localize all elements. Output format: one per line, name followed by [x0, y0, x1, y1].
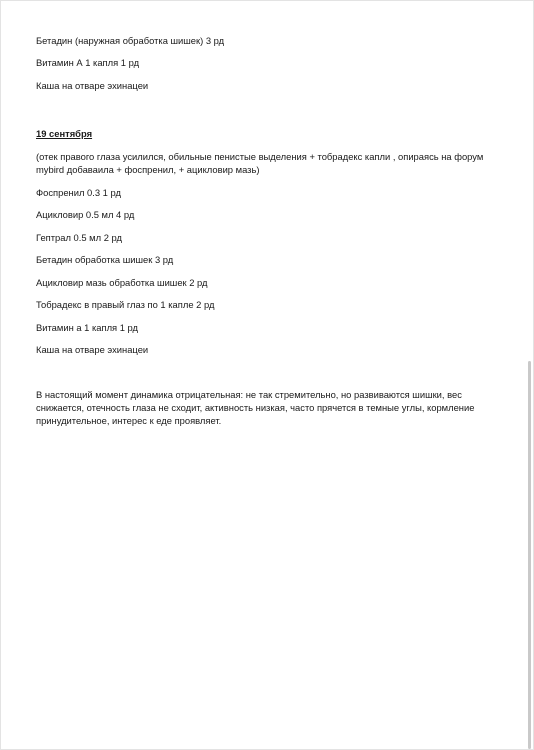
vertical-scrollbar[interactable]	[528, 361, 531, 749]
date-heading: 19 сентября	[36, 128, 93, 140]
text-line: Бетадин обработка шишек 3 рд	[36, 254, 174, 266]
document-body	[36, 35, 506, 437]
note-paragraph: (отек правого глаза усилился, обильные пенистые выделения + тобрадекс капли , опираясь на форум mybird добаваила + фоспренил, + ацикловир мазь)	[36, 151, 484, 176]
text-line: Витамин а 1 капля 1 рд	[36, 321, 139, 333]
text-line: Тобрадекс в правый глаз по 1 капле 2 рд	[36, 299, 215, 311]
text-line: Бетадин (наружная обработка шишек) 3 рд	[36, 35, 225, 46]
text-line: Ацикловир 0.5 мл 4 рд	[36, 209, 135, 221]
text-line: Фоспренил 0.3 1 рд	[36, 186, 121, 198]
text-line: Витамин А 1 капля 1 рд	[36, 57, 140, 69]
text-line: Гептрал 0.5 мл 2 рд	[36, 231, 122, 243]
text-line: Каша на отваре эхинацеи	[36, 344, 149, 356]
spacer	[36, 102, 506, 128]
spacer	[36, 367, 506, 389]
text-line: Ацикловир мазь обработка шишек 2 рд	[36, 276, 208, 288]
text-line: Каша на отваре эхинацеи	[36, 79, 149, 91]
summary-paragraph: В настоящий момент динамика отрицательная: не так стремительно, но развиваются шишки, вес снижается, отечность глаза не сходит, активность низкая, часто прячется в темные углы, кормление принудительное, интерес к еде проявляет.	[36, 388, 475, 426]
